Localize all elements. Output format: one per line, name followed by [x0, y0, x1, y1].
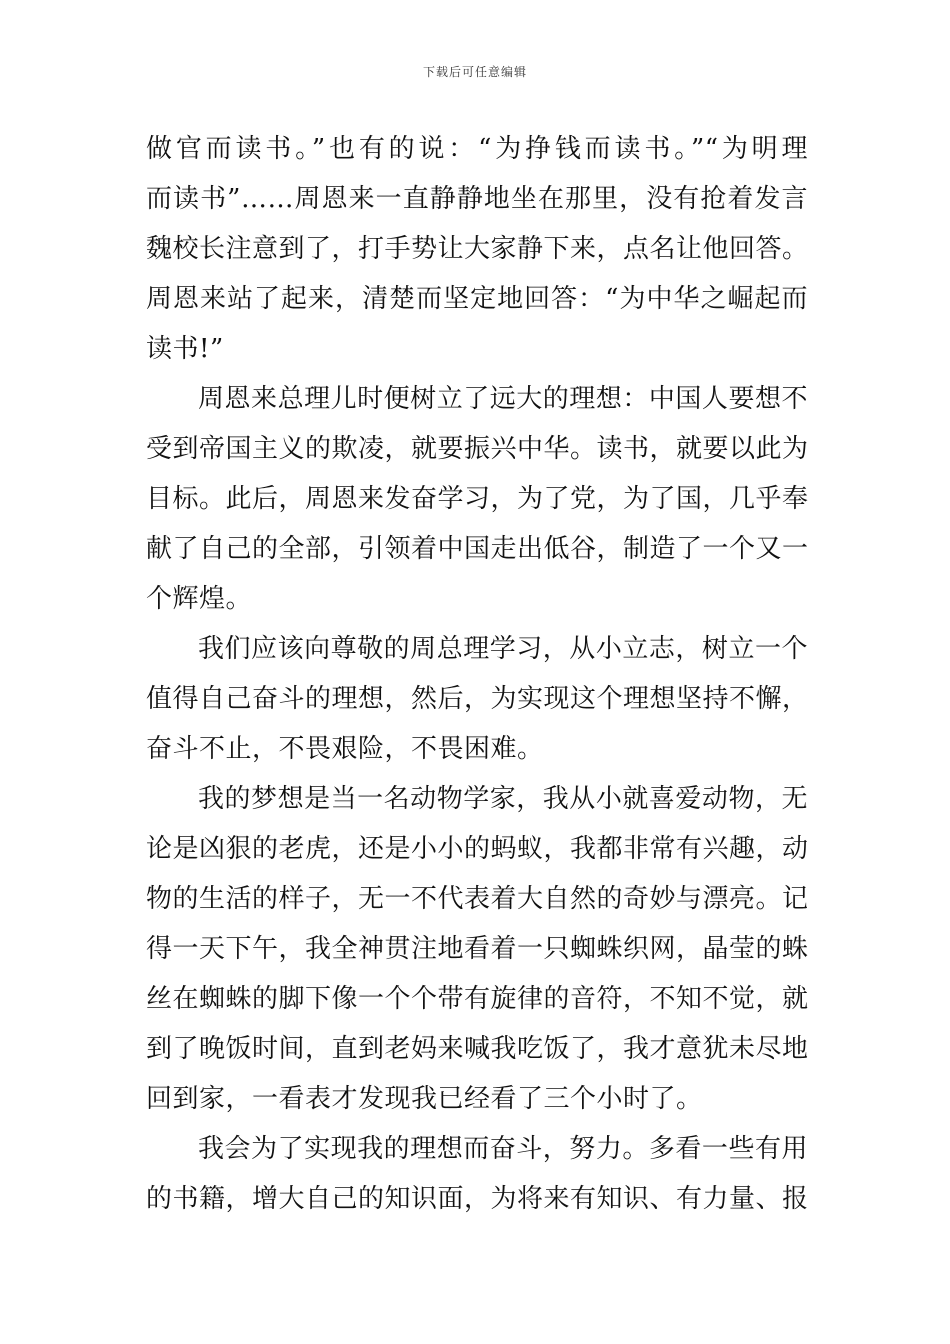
- page-header-note: 下载后可任意编辑: [422, 65, 527, 79]
- text-line: 个辉煌。: [146, 584, 253, 614]
- text-line: 物的生活的样子，无一不代表着大自然的奇妙与漂亮。记: [146, 884, 809, 914]
- text-line: 论是凶狠的老虎，还是小小的蚂蚁，我都非常有兴趣，动: [146, 834, 809, 864]
- paragraph-start-line: 我们应该向尊敬的周总理学习，从小立志，树立一个: [198, 634, 808, 664]
- text-line: 得一天下午，我全神贯注地看着一只蜘蛛织网，晶莹的蛛: [146, 934, 809, 964]
- paragraph-start-line: 我会为了实现我的理想而奋斗，努力。多看一些有用: [198, 1134, 808, 1164]
- text-line: 的书籍，增大自己的知识面，为将来有知识、有力量、报: [146, 1184, 809, 1214]
- text-line: 读书!”: [146, 334, 224, 364]
- text-line: 受到帝国主义的欺凌，就要振兴中华。读书，就要以此为: [146, 434, 809, 464]
- text-line: 奋斗不止，不畏艰险，不畏困难。: [146, 734, 544, 764]
- paragraph-start-line: 周恩来总理儿时便树立了远大的理想：中国人要想不: [198, 384, 808, 414]
- text-line: 回到家，一看表才发现我已经看了三个小时了。: [146, 1084, 703, 1114]
- text-line: 值得自己奋斗的理想，然后，为实现这个理想坚持不懈，: [146, 684, 809, 714]
- text-line: 目标。此后，周恩来发奋学习，为了党，为了国，几乎奉: [146, 484, 809, 514]
- text-line: 献了自己的全部，引领着中国走出低谷，制造了一个又一: [146, 534, 809, 564]
- text-line: 周恩来站了起来，清楚而坚定地回答：“为中华之崛起而: [146, 284, 808, 314]
- text-line: 魏校长注意到了，打手势让大家静下来，点名让他回答。: [146, 234, 809, 264]
- text-line: 到了晚饭时间，直到老妈来喊我吃饭了，我才意犹未尽地: [146, 1034, 809, 1064]
- document-body: [146, 124, 808, 1224]
- text-line: 丝在蜘蛛的脚下像一个个带有旋律的音符，不知不觉，就: [146, 984, 809, 1014]
- text-line: 而读书”……周恩来一直静静地坐在那里，没有抢着发言: [146, 184, 808, 214]
- text-line: 做官而读书。”也有的说：“为挣钱而读书。”“为明理: [146, 134, 808, 164]
- paragraph-start-line: 我的梦想是当一名动物学家，我从小就喜爱动物，无: [198, 784, 808, 814]
